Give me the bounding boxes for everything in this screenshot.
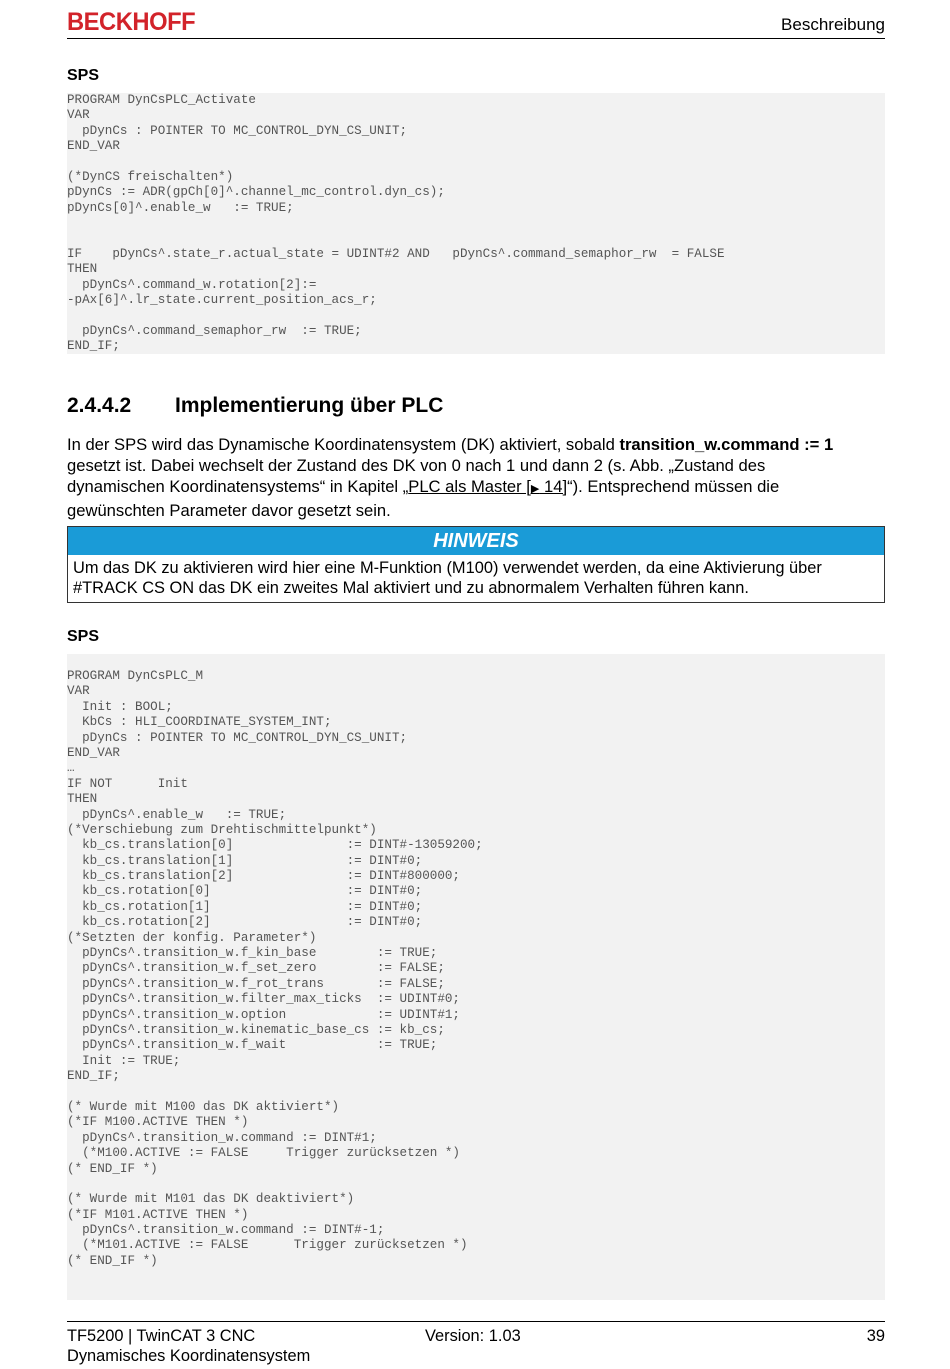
code-line: (*Setzten der konfig. Parameter*) xyxy=(67,930,317,945)
code-label-sps-2: SPS xyxy=(67,628,100,645)
beckhoff-logo: BECKHOFF xyxy=(67,8,196,36)
code-line: kb_cs.translation[0] := DINT#-13059200; xyxy=(67,838,483,853)
code-line: IF pDynCs^.state_r.actual_state = UDINT#2 AND pDynCs^.command_semaphor_rw = FALSE xyxy=(67,246,725,261)
code-line: kb_cs.translation[2] := DINT#800000; xyxy=(67,869,460,884)
code-line: Init := TRUE; xyxy=(67,1053,181,1068)
code-line: THEN xyxy=(67,262,98,277)
code-line: kb_cs.rotation[1] := DINT#0; xyxy=(67,899,423,914)
code-line: (*M100.ACTIVE := FALSE Trigger zurücksetzen *) xyxy=(67,1146,460,1161)
play-arrow-icon: ▶ xyxy=(530,483,540,495)
code-line: pDynCs[0]^.enable_w := TRUE; xyxy=(67,200,294,215)
footer-product: TF5200 | TwinCAT 3 CNC xyxy=(67,1327,256,1345)
code-line: END_IF; xyxy=(67,339,120,354)
code-line: THEN xyxy=(67,792,98,807)
code-line xyxy=(67,1085,885,1100)
chapter-link[interactable] xyxy=(408,477,567,496)
chapter-link-label: PLC als Master [ xyxy=(408,477,531,496)
notice-box xyxy=(67,526,885,603)
code-line: KbCs : HLI_COORDINATE_SYSTEM_INT; xyxy=(67,715,332,730)
section-heading xyxy=(67,394,443,418)
code-line: pDynCs^.transition_w.f_kin_base := TRUE; xyxy=(67,946,438,961)
code-line: END_VAR xyxy=(67,745,120,760)
page-header xyxy=(67,8,885,39)
chapter-link-page: 14] xyxy=(539,477,568,496)
code-line: Init : BOOL; xyxy=(67,699,173,714)
code-line: END_VAR xyxy=(67,139,120,154)
code-line: pDynCs^.transition_w.f_wait := TRUE; xyxy=(67,1038,438,1053)
code-line: (* END_IF *) xyxy=(67,1253,158,1268)
code-line: (*M101.ACTIVE := FALSE Trigger zurücksetzen *) xyxy=(67,1238,468,1253)
body-paragraph xyxy=(67,434,867,521)
code-line: pDynCs := ADR(gpCh[0]^.channel_mc_control.dyn_cs); xyxy=(67,185,445,200)
paragraph-text-2: gesetzt ist. Dabei wechselt der Zustand des DK von 0 nach 1 und dann 2 (s. Abb. „Zustand des dynamischen Koordinatensystems“ in Kapitel „ xyxy=(67,456,766,496)
code-line: (*IF M101.ACTIVE THEN *) xyxy=(67,1207,249,1222)
code-line: (* Wurde mit M100 das DK aktiviert*) xyxy=(67,1099,340,1114)
code-label-sps-1: SPS xyxy=(67,67,100,84)
code-line: pDynCs^.enable_w := TRUE; xyxy=(67,807,287,822)
code-line: pDynCs^.transition_w.f_set_zero := FALSE; xyxy=(67,961,445,976)
footer-subtitle: Dynamisches Koordinatensystem xyxy=(67,1347,311,1365)
code-line: VAR xyxy=(67,684,90,699)
code-line: (* Wurde mit M101 das DK deaktiviert*) xyxy=(67,1192,355,1207)
code-line: kb_cs.translation[1] := DINT#0; xyxy=(67,853,423,868)
code-line: pDynCs : POINTER TO MC_CONTROL_DYN_CS_UNIT; xyxy=(67,730,408,745)
code-line: kb_cs.rotation[0] := DINT#0; xyxy=(67,884,423,899)
paragraph-text-3: “). Entsprechend müssen die gewünschten Parameter davor gesetzt sein. xyxy=(67,477,780,520)
code-line: pDynCs : POINTER TO MC_CONTROL_DYN_CS_UNIT; xyxy=(67,123,408,138)
code-line xyxy=(67,155,885,170)
code-line: pDynCs^.transition_w.kinematic_base_cs := kb_cs; xyxy=(67,1022,445,1037)
header-section-title: Beschreibung xyxy=(781,15,885,34)
code-line: (*DynCS freischalten*) xyxy=(67,169,234,184)
code-line xyxy=(67,1177,885,1192)
page-footer xyxy=(67,1321,885,1368)
code-line: pDynCs^.transition_w.option := UDINT#1; xyxy=(67,1007,460,1022)
code-line: pDynCs^.transition_w.filter_max_ticks := UDINT#0; xyxy=(67,992,460,1007)
code-line: pDynCs^.transition_w.command := DINT#1; xyxy=(67,1130,377,1145)
code-line xyxy=(67,308,885,323)
code-line: kb_cs.rotation[2] := DINT#0; xyxy=(67,915,423,930)
footer-version: Version: 1.03 xyxy=(425,1327,521,1345)
section-number: 2.4.4.2 xyxy=(67,394,132,417)
code-block-m-function xyxy=(67,654,885,1300)
page-number: 39 xyxy=(866,1327,885,1345)
code-line: (* END_IF *) xyxy=(67,1161,158,1176)
notice-title: HINWEIS xyxy=(68,527,884,555)
code-line: … xyxy=(67,761,75,776)
notice-text: Um das DK zu aktivieren wird hier eine M-Funktion (M100) verwendet werden, da eine Aktivierung über #TRACK CS ON das DK ein zweites Mal aktiviert und zu abnormalem Verhalten führen kann. xyxy=(73,559,822,597)
code-line: pDynCs^.command_w.rotation[2]:= xyxy=(67,277,317,292)
code-line: -pAx[6]^.lr_state.current_position_acs_r; xyxy=(67,293,377,308)
paragraph-bold-command: transition_w.command := 1 xyxy=(619,435,834,454)
code-line xyxy=(67,232,885,247)
paragraph-text-1: In der SPS wird das Dynamische Koordinatensystem (DK) aktiviert, sobald xyxy=(67,435,620,454)
code-line: (*IF M100.ACTIVE THEN *) xyxy=(67,1115,249,1130)
code-line: END_IF; xyxy=(67,1069,120,1084)
code-line xyxy=(67,216,885,231)
code-line: PROGRAM DynCsPLC_M xyxy=(67,669,204,683)
code-line: (*Verschiebung zum Drehtischmittelpunkt*) xyxy=(67,822,377,837)
code-line: IF NOT Init xyxy=(67,776,188,791)
code-line: VAR xyxy=(67,108,90,123)
code-line: PROGRAM DynCsPLC_Activate xyxy=(67,93,256,107)
section-title: Implementierung über PLC xyxy=(175,394,444,417)
code-line: pDynCs^.transition_w.command := DINT#-1; xyxy=(67,1223,385,1238)
code-line: pDynCs^.command_semaphor_rw := TRUE; xyxy=(67,323,362,338)
code-line: pDynCs^.transition_w.f_rot_trans := FALSE; xyxy=(67,976,445,991)
code-block-activate xyxy=(67,93,885,354)
